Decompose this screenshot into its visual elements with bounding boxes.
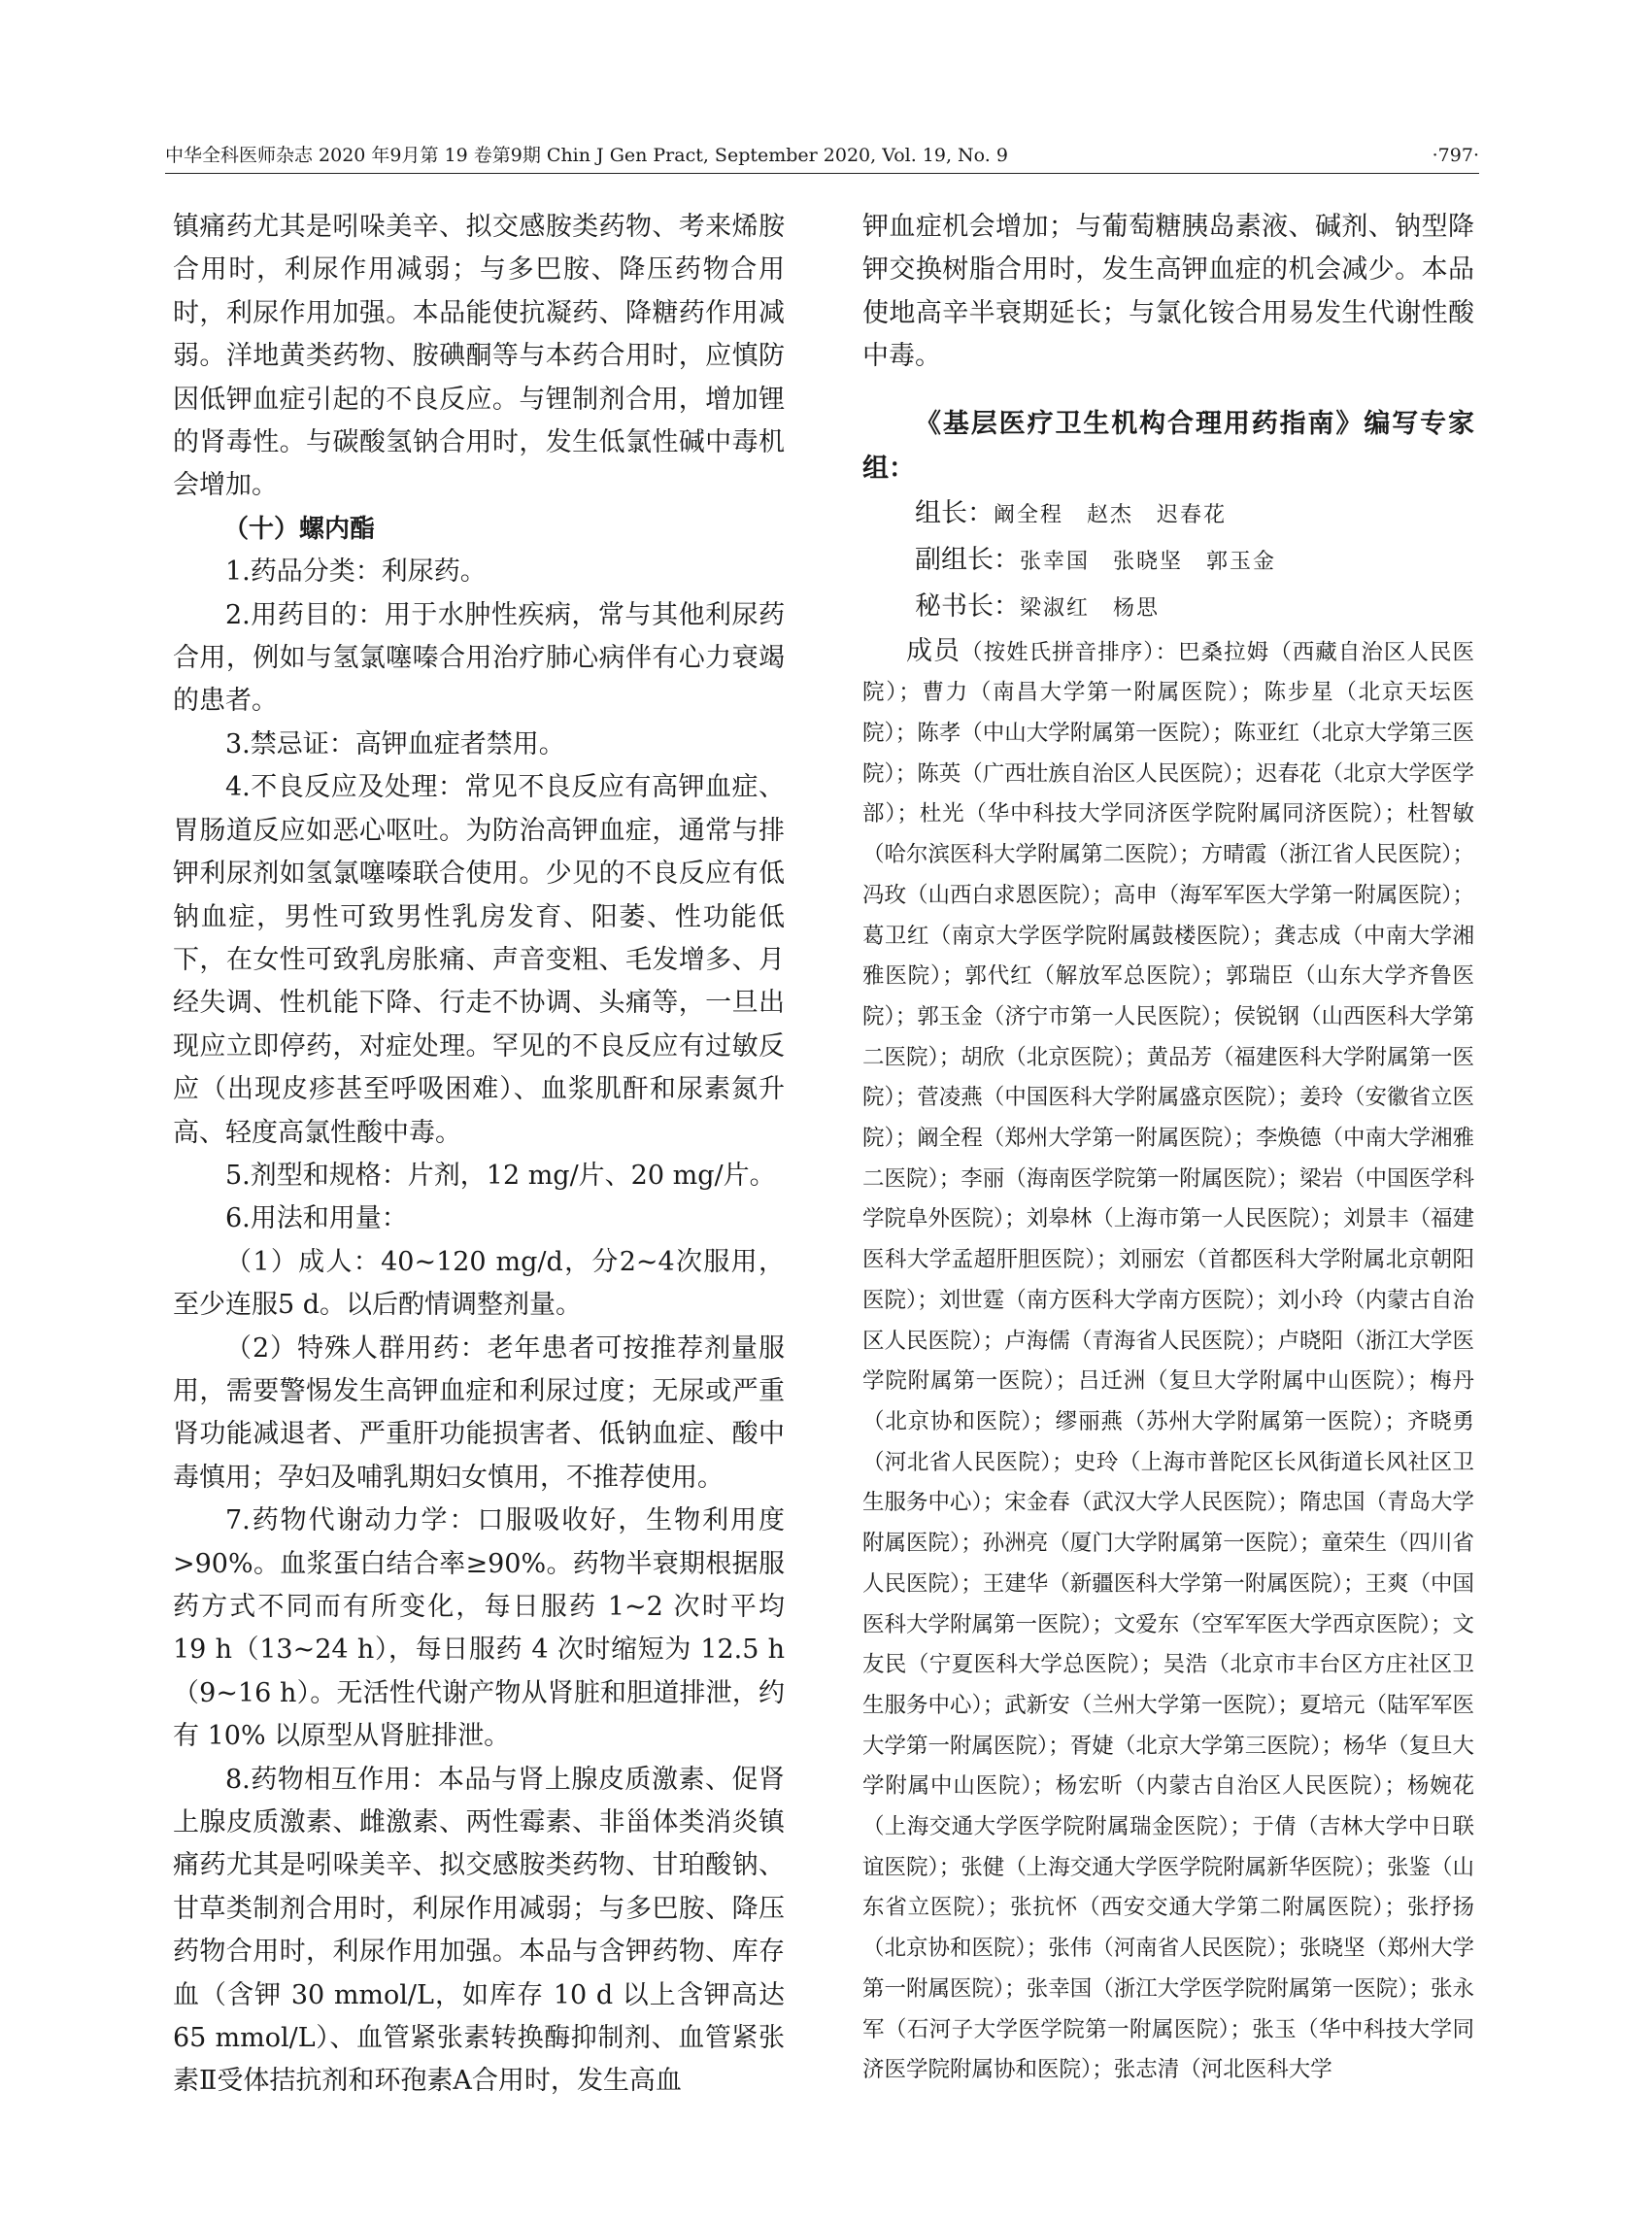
item-usage-special: （2）特殊人群用药：老年患者可按推荐剂量服用，需要警惕发生高钾血症和利尿过度；无尿或严重肾功能减退者、严重肝功能损害者、低钠血症、酸中毒慎用；孕妇及哺乳期妇女慎用，不推荐使用。: [173, 1332, 785, 1493]
members-label: 成员: [906, 635, 961, 666]
item-pharmacokinetics: 7.药物代谢动力学：口服吸收好，生物利用度>90%。血浆蛋白结合率≥90%。药物半衰期根据服药方式不同而有所变化，每日服药 1~2 次时平均 19 h（13~24 h），每日服药 4 次时缩短为 12.5 h（9~16 h）。无活性代谢产物从肾脏和胆道排泄，约有 10% 以原型从肾脏排泄。: [173, 1505, 785, 1752]
running-header: [165, 138, 1479, 174]
journal-citation: 中华全科医师杂志 2020 年9月第 19 卷第9期 Chin J Gen Pract, September 2020, Vol. 19, No. 9: [165, 145, 1008, 166]
item-interactions: 8.药物相互作用：本品与肾上腺皮质激素、促肾上腺皮质激素、雌激素、两性霉素、非甾体类消炎镇痛药尤其是吲哚美辛、拟交感胺类药物、甘珀酸钠、甘草类制剂合用时，利尿作用减弱；与多巴胺、降压药物合用时，利尿作用加强。本品与含钾药物、库存血（含钾 30 mmol/L，如库存 10 d 以上含钾高达 65 mmol/L）、血管紧张素转换酶抑制剂、血管紧张素Ⅱ受体拮抗剂和环孢素A合用时，发生高血: [173, 1764, 785, 2097]
section-heading: （十）螺内酯: [223, 514, 376, 544]
leader-label: 组长：: [915, 497, 994, 528]
members-list: [862, 631, 1474, 2091]
item-adverse-reactions: 4.不良反应及处理：常见不良反应有高钾血症、胃肠道反应如恶心呕吐。为防治高钾血症，通常与排钾利尿剂如氢氯噻嗪联合使用。少见的不良反应有低钠血症，男性可致男性乳房发育、阳萎、性功能低下，在女性可致乳房胀痛、声音变粗、毛发增多、月经失调、性机能下降、行走不协调、头痛等，一旦出现应立即停药，对症处理。罕见的不良反应有过敏反应（出现皮疹甚至呼吸困难）、血浆肌酐和尿素氮升高、轻度高氯性酸中毒。: [173, 772, 785, 1148]
vice-leader-names: 张幸国 张晓坚 郭玉金: [1020, 549, 1277, 574]
vice-leader-label: 副组长：: [915, 544, 1020, 575]
secretary-names: 梁淑红 杨思: [1020, 595, 1161, 621]
secretary-label: 秘书长：: [915, 590, 1020, 622]
secretary-line: [862, 585, 1474, 631]
members-text: 巴桑拉姆（西藏自治区人民医院）；曹力（南昌大学第一附属医院）；陈步星（北京天坛医院）；陈孝（中山大学附属第一医院）；陈亚红（北京大学第三医院）；陈英（广西壮族自治区人民医院）；迟春花（北京大学医学部）；杜光（华中科技大学同济医学院附属同济医院）；杜智敏（哈尔滨医科大学附属第二医院）；方晴霞（浙江省人民医院）；冯玫（山西白求恩医院）；高申（海军军医大学第一附属医院）；葛卫红（南京大学医学院附属鼓楼医院）；龚志成（中南大学湘雅医院）；郭代红（解放军总医院）；郭瑞臣（山东大学齐鲁医院）；郭玉金（济宁市第一人民医院）；侯锐钢（山西医科大学第二医院）；胡欣（北京医院）；黄品芳（福建医科大学附属第一医院）；菅凌燕（中国医科大学附属盛京医院）；姜玲（安徽省立医院）；阚全程（郑州大学第一附属医院）；李焕德（中南大学湘雅二医院）；李丽（海南医学院第一附属医院）；梁岩（中国医学科学院阜外医院）；刘皋林（上海市第一人民医院）；刘景丰（福建医科大学孟超肝胆医院）；刘丽宏（首都医科大学附属北京朝阳医院）；刘世霆（南方医科大学南方医院）；刘小玲（内蒙古自治区人民医院）；卢海儒（青海省人民医院）；卢晓阳（浙江大学医学院附属第一医院）；吕迁洲（复旦大学附属中山医院）；梅丹（北京协和医院）；缪丽燕（苏州大学附属第一医院）；齐晓勇（河北省人民医院）；史玲（上海市普陀区长风街道长风社区卫生服务中心）；宋金春（武汉大学人民医院）；隋忠国（青岛大学附属医院）；孙洲亮（厦门大学附属第一医院）；童荣生（四川省人民医院）；王建华（新疆医科大学第一附属医院）；王爽（中国医科大学附属第一医院）；文爱东（空军军医大学西京医院）；文友民（宁夏医科大学总医院）；吴浩（北京市丰台区方庄社区卫生服务中心）；武新安（兰州大学第一医院）；夏培元（陆军军医大学第一附属医院）；胥婕（北京大学第三医院）；杨华（复旦大学附属中山医院）；杨宏昕（内蒙古自治区人民医院）；杨婉花（上海交通大学医学院附属瑞金医院）；于倩（吉林大学中日联谊医院）；张健（上海交通大学医学院附属新华医院）；张鉴（山东省立医院）；张抗怀（西安交通大学第二附属医院）；张抒扬（北京协和医院）；张伟（河南省人民医院）；张晓坚（郑州大学第一附属医院）；张幸国（浙江大学医学院附属第一医院）；张永军（石河子大学医学院第一附属医院）；张玉（华中科技大学同济医学院附属协和医院）；张志清（河北医科大学: [862, 639, 1475, 2083]
page-number: ·797·: [1432, 145, 1479, 166]
item-classification: 1.药品分类：利尿药。: [225, 556, 487, 588]
item-dosage-forms: 5.剂型和规格：片剂，12 mg/片、20 mg/片。: [225, 1160, 776, 1191]
leader-line: [862, 491, 1474, 538]
item-contraindications: 3.禁忌证：高钾血症者禁用。: [225, 728, 565, 759]
leader-names: 阚全程 赵杰 迟春花: [994, 502, 1228, 527]
item-purpose: 2.用药目的：用于水肿性疾病，常与其他利尿药合用，例如与氢氯噻嗪合用治疗肺心病伴有心力衰竭的患者。: [173, 599, 785, 717]
paragraph-continued-right: 钾血症机会增加；与葡萄糖胰岛素液、碱剂、钠型降钾交换树脂合用时，发生高钾血症的机会减少。本品使地高辛半衰期延长；与氯化铵合用易发生代谢性酸中毒。: [862, 212, 1474, 372]
item-usage: 6.用法和用量：: [225, 1203, 408, 1234]
paragraph-continued: 镇痛药尤其是吲哚美辛、拟交感胺类药物、考来烯胺合用时，利尿作用减弱；与多巴胺、降压药物合用时，利尿作用加强。本品能使抗凝药、降糖药作用减弱。洋地黄类药物、胺碘酮等与本药合用时，应慎防因低钾血症引起的不良反应。与锂制剂合用，增加锂的肾毒性。与碳酸氢钠合用时，发生低氯性碱中毒机会增加。: [173, 212, 785, 501]
members-note: （按姓氏拼音排序）：: [961, 639, 1179, 665]
expert-committee: [862, 402, 1474, 2091]
right-column: [862, 206, 1474, 2091]
left-column: [173, 206, 785, 2104]
vice-leader-line: [862, 538, 1474, 585]
item-usage-adults: （1）成人：40~120 mg/d，分2~4次服用，至少连服5 d。以后酌情调整剂量。: [173, 1246, 785, 1321]
committee-title: 《基层医疗卫生机构合理用药指南》编写专家组：: [862, 408, 1474, 484]
